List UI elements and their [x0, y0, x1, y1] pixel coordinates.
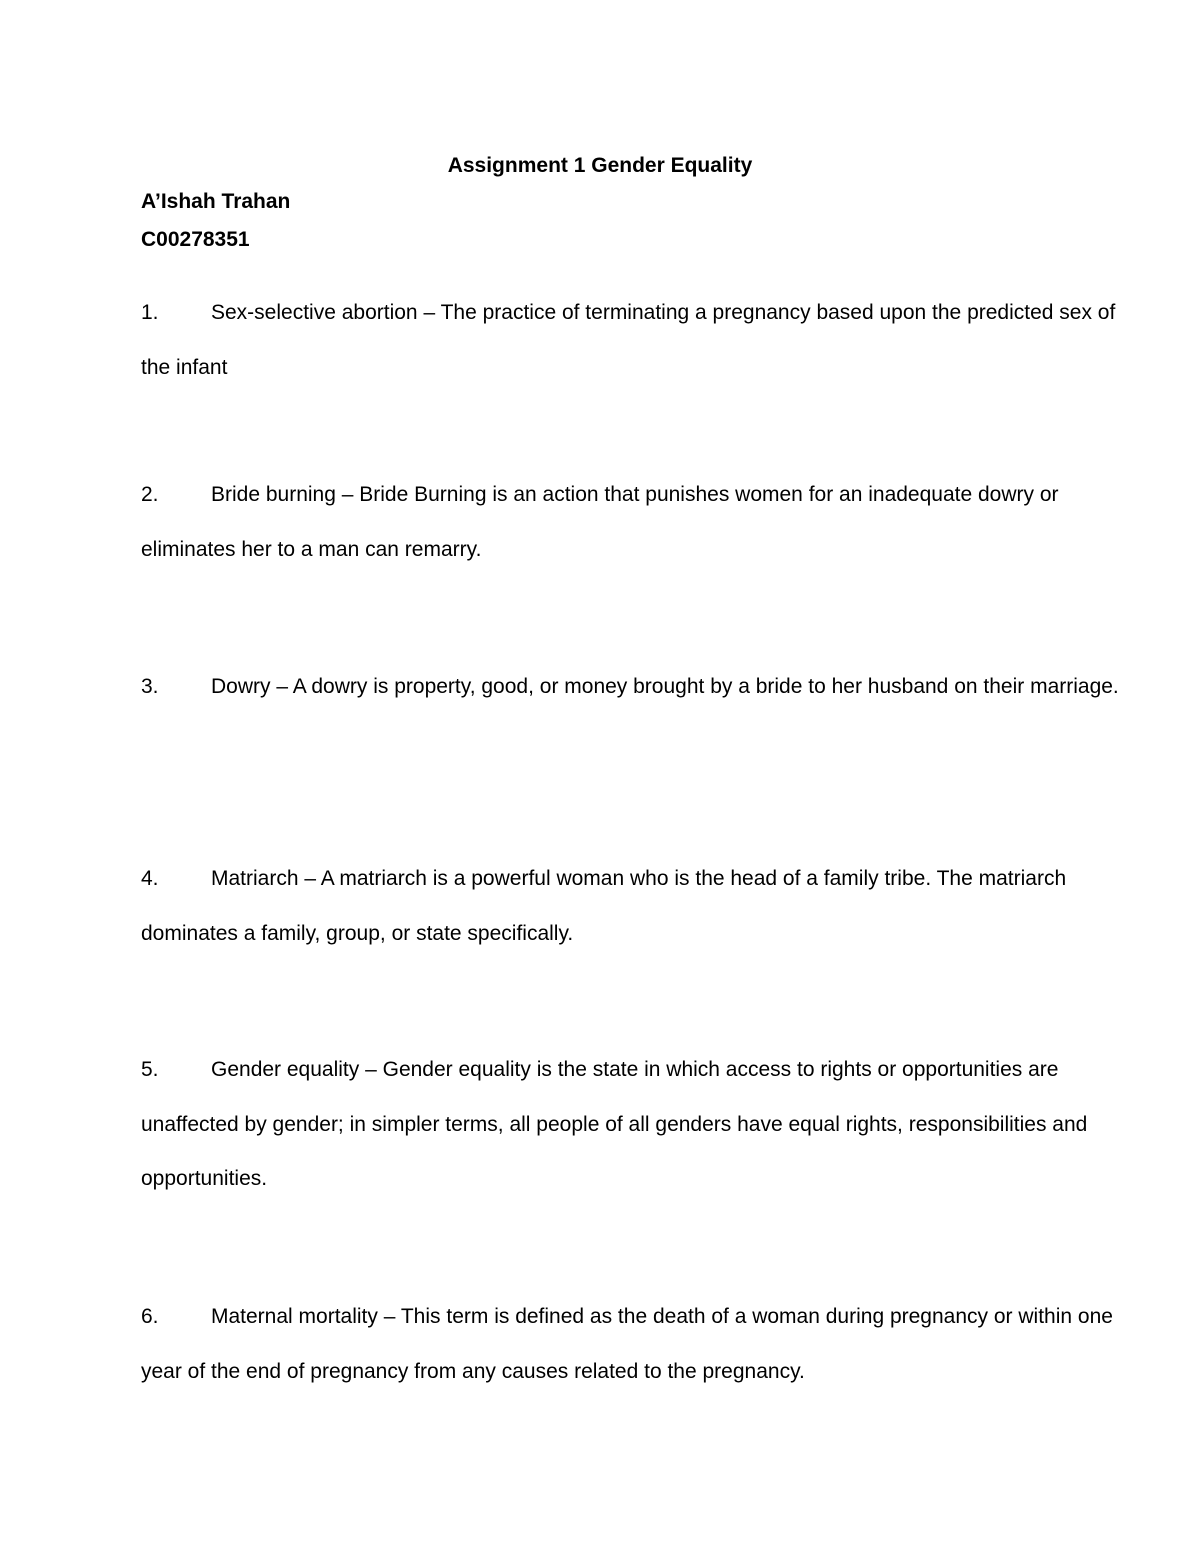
list-item [141, 286, 1141, 395]
list-item-number: 6. [141, 1305, 159, 1328]
author-name: A’Ishah Trahan [141, 190, 291, 213]
list-item [141, 1043, 1141, 1207]
list-item-number: 1. [141, 301, 159, 324]
list-item-number: 5. [141, 1058, 159, 1081]
list-item-text: Matriarch – A matriarch is a powerful woman who is the head of a family tribe. The matriarch dominates a family, group, or state specifically. [141, 867, 1067, 945]
list-item-number: 3. [141, 675, 159, 698]
list-item-text: Maternal mortality – This term is defined as the death of a woman during pregnancy or within one year of the end of pregnancy from any causes related to the pregnancy. [141, 1305, 1113, 1383]
document-title: Assignment 1 Gender Equality [447, 154, 753, 177]
list-item-number: 2. [141, 483, 159, 506]
list-item [141, 852, 1141, 961]
list-item-number: 4. [141, 867, 159, 890]
student-id: C00278351 [141, 228, 250, 251]
list-item-text: Dowry – A dowry is property, good, or money brought by a bride to her husband on their marriage. [211, 675, 1119, 698]
list-item [141, 660, 1141, 715]
list-item [141, 1290, 1141, 1399]
list-item-text: Gender equality – Gender equality is the state in which access to rights or opportunities are unaffected by gender; in simpler terms, all people of all genders have equal rights, responsibilities and opportunities. [141, 1058, 1088, 1190]
list-item-text: Bride burning – Bride Burning is an action that punishes women for an inadequate dowry or eliminates her to a man can remarry. [141, 483, 1059, 561]
list-item [141, 468, 1141, 577]
list-item-text: Sex-selective abortion – The practice of terminating a pregnancy based upon the predicted sex of the infant [141, 301, 1116, 379]
